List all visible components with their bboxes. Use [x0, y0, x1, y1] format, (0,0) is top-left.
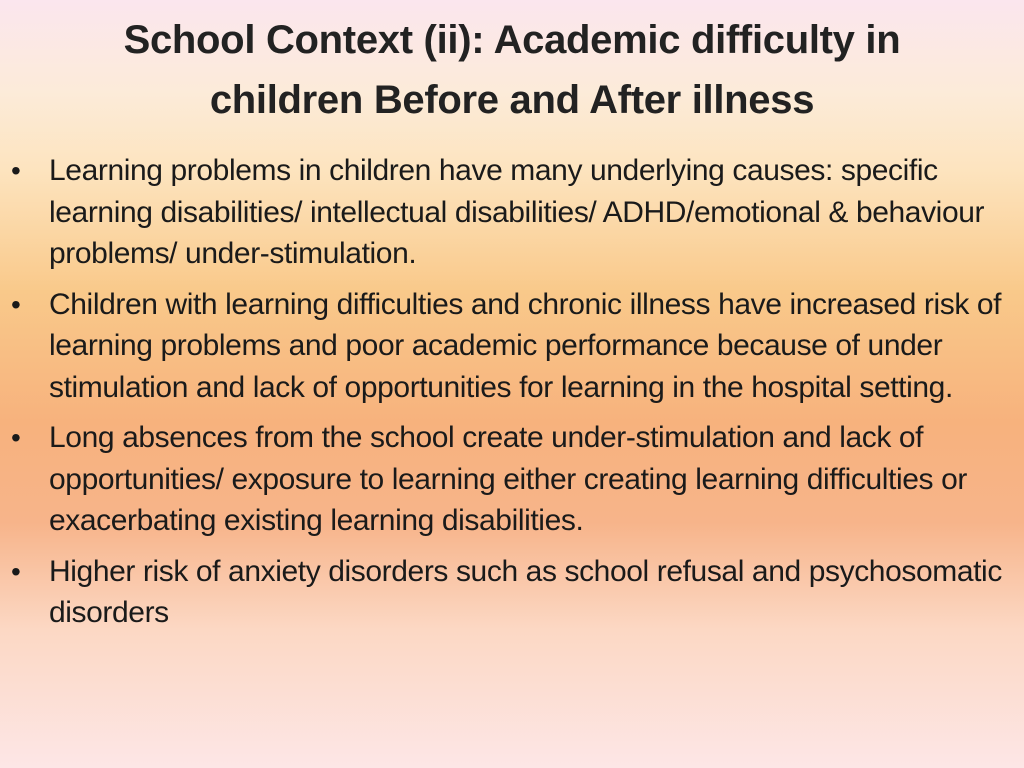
bullet-icon: •: [11, 288, 21, 320]
bullet-item-long-absences: [0, 417, 1010, 542]
slide-title: [40, 10, 984, 130]
bullet-list: [0, 150, 1010, 643]
slide-title-line-1: School Context (ii): Academic difficulty in: [123, 18, 901, 62]
slide-title-line-2: children Before and After illness: [209, 78, 815, 122]
bullet-item-chronic-illness: [0, 284, 1010, 409]
bullet-text: Long absences from the school create under-stimulation and lack of opportunities/ exposure to learning either creating learning difficulties or exacerbating existing learning disabilities.: [49, 421, 967, 537]
bullet-icon: •: [11, 555, 21, 587]
bullet-item-learning-problems: [0, 150, 1010, 275]
bullet-text: Learning problems in children have many underlying causes: specific learning disabilities/ intellectual disabilities/ ADHD/emotional & behaviour problems/ under-stimulation.: [49, 154, 985, 270]
bullet-text: Higher risk of anxiety disorders such as school refusal and psychosomatic disorders: [49, 554, 1002, 629]
bullet-icon: •: [11, 155, 21, 186]
bullet-icon: •: [11, 422, 21, 453]
bullet-text: Children with learning difficulties and chronic illness have increased risk of learning problems and poor academic performance because of under stimulation and lack of opportunities for learning in the hospital setting.: [49, 287, 1002, 404]
bullet-item-anxiety-disorders: [0, 551, 1010, 634]
